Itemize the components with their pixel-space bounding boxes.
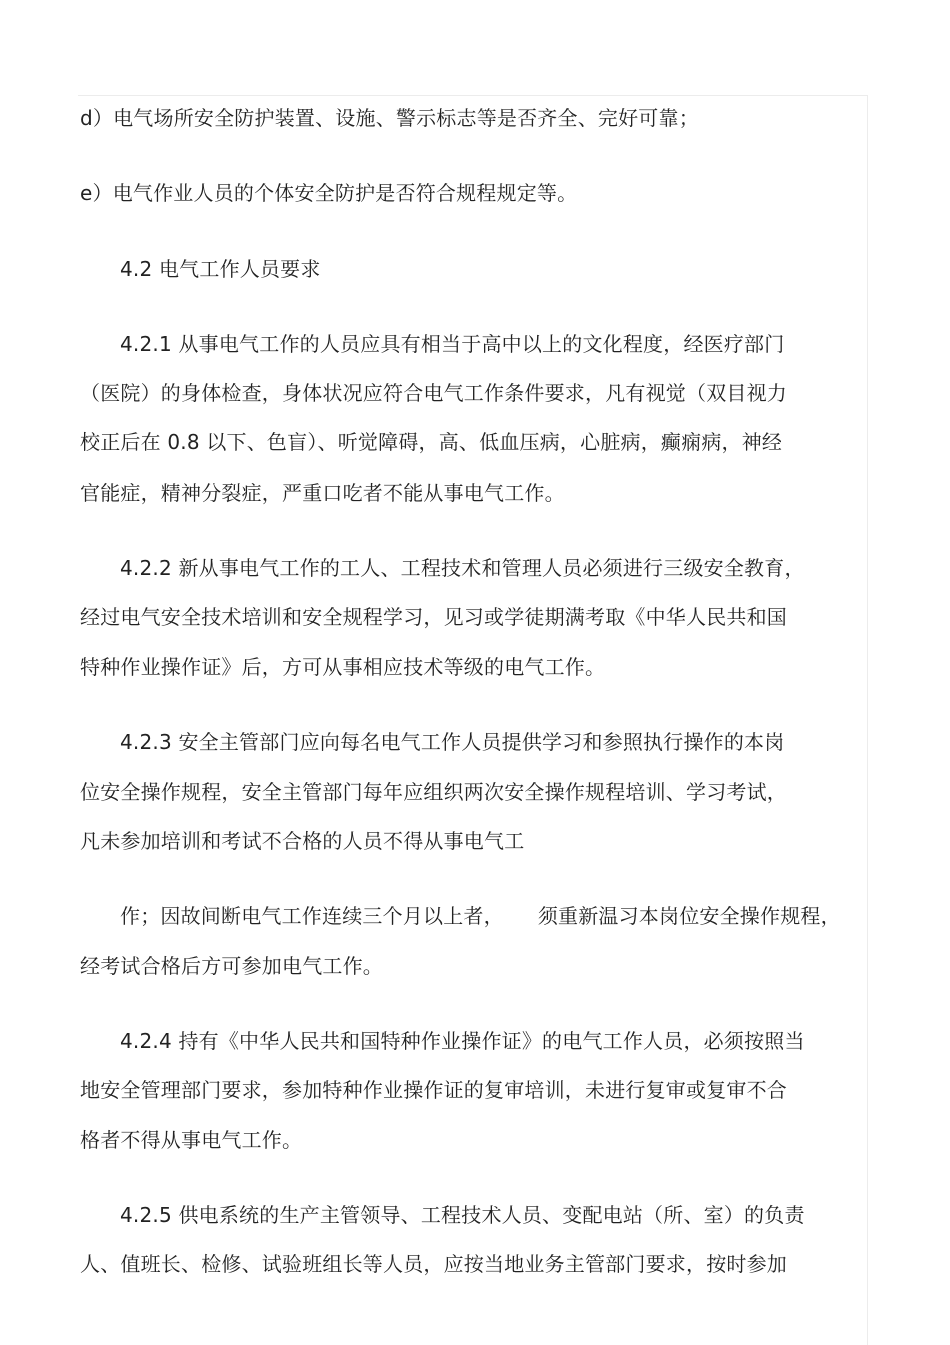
para-4-2-3-line-4-part-2: 须重新温习本岗位安全操作规程， bbox=[537, 904, 841, 928]
para-4-2-3-line-2: 位安全操作规程，安全主管部门每年应组织两次安全操作规程培训、学习考试， bbox=[80, 780, 787, 804]
para-4-2-2-line-3: 特种作业操作证》后，方可从事相应技术等级的电气工作。 bbox=[80, 655, 606, 679]
para-4-2-5-line-1: 4.2.5 供电系统的生产主管领导、工程技术人员、变配电站（所、室）的负责 bbox=[120, 1203, 805, 1227]
para-4-2-3-line-4-part-1: 作；因故间断电气工作连续三个月以上者， bbox=[120, 904, 504, 928]
para-4-2-1-line-1: 4.2.1 从事电气工作的人员应具有相当于高中以上的文化程度，经医疗部门 bbox=[120, 332, 785, 356]
para-4-2-1-line-3: 校正后在 0.8 以下、色盲）、听觉障碍，高、低血压病，心脏病，癫痫病，神经 bbox=[80, 430, 783, 454]
para-4-2-3-line-1: 4.2.3 安全主管部门应向每名电气工作人员提供学习和参照执行操作的本岗 bbox=[120, 730, 785, 754]
para-4-2-2-line-2: 经过电气安全技术培训和安全规程学习，见习或学徒期满考取《中华人民共和国 bbox=[80, 605, 787, 629]
para-4-2-2-line-1: 4.2.2 新从事电气工作的工人、工程技术和管理人员必须进行三级安全教育， bbox=[120, 556, 805, 580]
para-4-2-4-line-2: 地安全管理部门要求，参加特种作业操作证的复审培训，未进行复审或复审不合 bbox=[80, 1078, 787, 1102]
item-e-line: e）电气作业人员的个体安全防护是否符合规程规定等。 bbox=[80, 181, 578, 205]
para-4-2-3-line-4 bbox=[120, 903, 841, 929]
page-frame bbox=[78, 95, 868, 1345]
para-4-2-4-line-1: 4.2.4 持有《中华人民共和国特种作业操作证》的电气工作人员，必须按照当 bbox=[120, 1029, 805, 1053]
para-4-2-1-line-4: 官能症，精神分裂症，严重口吃者不能从事电气工作。 bbox=[80, 481, 565, 505]
item-d-line: d）电气场所安全防护装置、设施、警示标志等是否齐全、完好可靠； bbox=[80, 106, 699, 130]
para-4-2-3-line-5: 经考试合格后方可参加电气工作。 bbox=[80, 954, 383, 978]
para-4-2-5-line-2: 人、值班长、检修、试验班组长等人员，应按当地业务主管部门要求，按时参加 bbox=[80, 1252, 787, 1276]
para-4-2-4-line-3: 格者不得从事电气工作。 bbox=[80, 1128, 303, 1152]
para-4-2-3-line-3: 凡未参加培训和考试不合格的人员不得从事电气工 bbox=[80, 829, 525, 853]
para-4-2-1-line-2: （医院）的身体检查，身体状况应符合电气工作条件要求，凡有视觉（双目视力 bbox=[80, 381, 787, 405]
section-heading-4-2: 4.2 电气工作人员要求 bbox=[120, 257, 321, 281]
